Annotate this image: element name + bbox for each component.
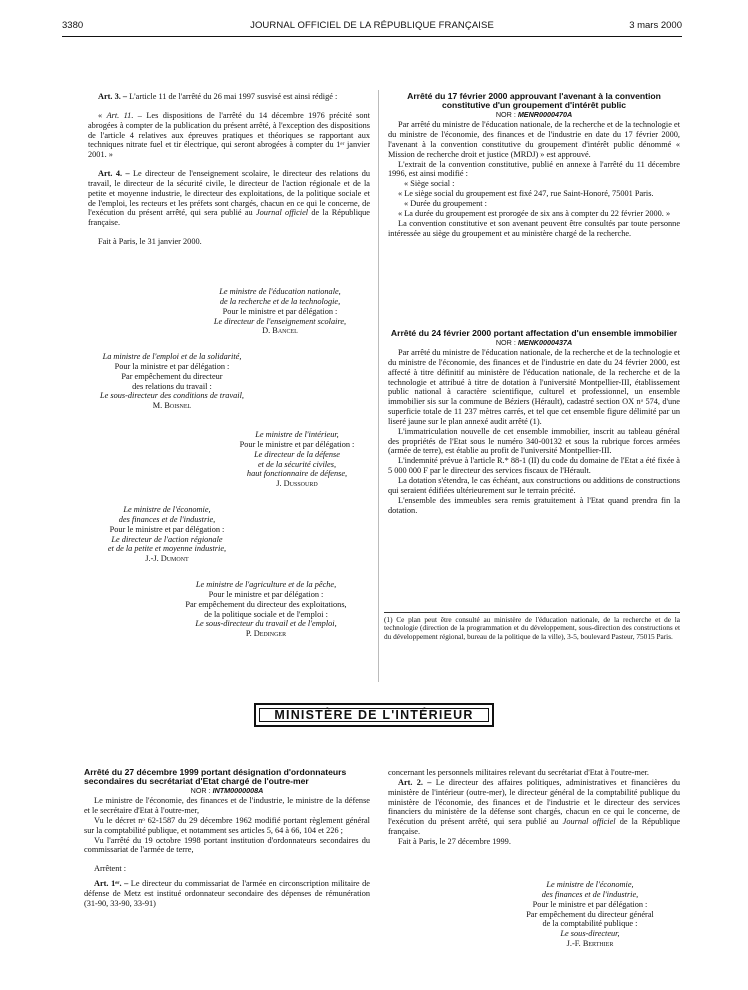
decree-title-dec27: Arrêté du 27 décembre 1999 portant désignation d'ordonnateurs secondaires du secrétariat d'Etat chargé de l'outre-mer [84,767,347,787]
article-1-head: Art. 1ᵉʳ. – [94,879,129,889]
article-4-text-1: Le directeur de l'enseignement scolaire, le directeur des relations du travail, le directeur de la sécurité civile, le directeur de l'action régionale et de la petite et moyenne industrie, le directeur des exploitations, de la politique sociale et de l'emploi, les recteurs et les préfets sont chargés, chacun en ce qui le concerne, de l'exécution du présent arrêté, qui sera publié au [88,169,370,218]
sig-line: Pour la ministre et par délégation : [114,361,230,371]
quote-text: – Les dispositions de l'arrêté du 14 décembre 1976 précité sont abrogées à compter de la publication du présent arrêté, à l'exception des dispositions de l'article 4 relatives aux épreuves pratiques et théoriques se rapportant aux techniques nitrate fuel et tir électrique, qui seront abrogées à compter du 1ᵉʳ janvier 2001. » [88,110,370,160]
paragraph: Par arrêté du ministre de l'éducation nationale, de la recherche et de la technologie et du ministre de l'économie, des finances et de l'industrie en date du 24 février 2000, est affecté à titre définitif au ministère de l'éducation nationale, de la recherche et de la technologie et attribué à titre de dotation à l'université Montpellier-III, établissement public national à caractère scientifique, culturel et professionnel, un ensemble immobilier sis sur la commune de Béziers (Hérault), cadastré section OX nᵒ 574, d'une superficie totale de 11 237 mètres carrés, et tel que cet ensemble figure délimité par un liseré jaune sur le plan annexé audit arrêté (1). [388,348,680,426]
signature-education [180,287,380,336]
quote-open: « [98,110,107,120]
paragraph: Vu l'arrêté du 19 octobre 1998 portant institution d'ordonnateurs secondaires du commissariat de l'armée de terre, [84,835,370,855]
paragraph: L'extrait de la convention constitutive, publié en annexe à l'arrêté du 11 décembre 1996, est ainsi modifié : [388,159,680,179]
done-at-paris: Fait à Paris, le 27 décembre 1999. [398,836,511,846]
signatory-name: J. Dussourd [276,479,318,489]
paragraph: La convention constitutive et son avenant peuvent être consultés par toute personne intéressée au siège du groupement et au ministère chargé de la recherche. [388,218,680,238]
article-2-journal: Journal officiel [562,817,616,827]
article-1 [84,879,370,909]
header-rule [62,36,682,37]
page-number: 3380 [62,20,84,31]
sig-line: Le directeur de l'enseignement scolaire, [213,316,347,326]
right-column-top [388,92,680,238]
sig-line: Le sous-directeur du travail et de l'emploi, [195,619,337,629]
sig-line: Pour le ministre et par délégation : [532,899,648,909]
sig-line: Le sous-directeur des conditions de travail, [100,391,244,401]
nor-reference [84,786,370,796]
paragraph: La dotation s'étendra, le cas échéant, aux constructions ou additions de constructions qui seraient édifiées ultérieurement sur le terrain précité. [388,476,680,495]
sig-line: de la comptabilité publique : [542,919,638,929]
article-2 [388,778,680,837]
paragraph: L'ensemble des immeubles sera remis gratuitement à l'Etat quand prendra fin la dotation. [388,495,680,515]
nor-code: MENR0000470A [517,110,573,120]
paragraph: concernant les personnels militaires relevant du secrétariat d'Etat à l'outre-mer. [388,768,650,777]
article-2-text-2: de la République française. [388,817,680,837]
sig-line: de la politique sociale et de l'emploi : [204,609,328,619]
paragraph: Vu le décret nᵒ 62-1587 du 29 décembre 1962 modifié portant règlement général sur la comptabilité publique, et notamment ses articles 5, 64 à 66, 104 et 226 ; [84,815,370,835]
signature-agriculture [154,580,378,639]
signatory-name: M. Boisnel [152,401,192,411]
sig-line: Le ministre de l'agriculture et de la pêche, [195,580,337,589]
article-2-text-1: Le directeur des affaires politiques, administratives et financières du ministère de l'intérieur (outre-mer), le directeur général de la comptabilité publique du ministère de l'économie, des finances et de l'industrie et le directeur des services financiers du ministère de la défense sont chargés, chacun en ce qui le concerne, de l'exécution du présent arrêté, qui sera publié au [388,777,680,827]
sig-line: Pour le ministre et par délégation : [208,589,324,599]
article-3-head: Art. 3. – [98,92,128,101]
sig-line: Pour le ministre et par délégation : [239,439,355,449]
nor-label: NOR : [190,786,213,796]
sig-line: Le ministre de l'économie, [123,505,211,514]
nor-code: INTM0000008A [212,786,264,796]
signature-interieur [222,430,372,489]
right-column-mid [388,329,680,515]
footnote: (1) Ce plan peut être consulté au ministère de l'éducation nationale, de la recherche et de la technologie (direction de la programmation et du développement, sous-direction des constructions et du développement régional, bureau de la politique de la ville), 3-5, boulevard Pasteur, 75015 Paris. [384,615,680,641]
article-4-head: Art. 4. – [98,169,130,179]
left-column-top [88,92,370,247]
signature-economie [72,505,262,564]
article-2-head: Art. 2. – [398,777,432,787]
journal-title: JOURNAL OFFICIEL DE LA RÉPUBLIQUE FRANÇAISE [250,20,494,31]
sig-line: Par empêchement du directeur général [526,909,654,919]
paragraph: « Siège social : [404,179,455,189]
article-4-journal: Journal officiel [255,208,309,218]
signatory-name: D. Bancel [262,326,298,336]
issue-date: 3 mars 2000 [629,20,682,31]
article-1-text: Le directeur du commissariat de l'armée en circonscription militaire de défense de Metz est institué ordonnateur secondaire des dépenses de rémunération (31-90, 33-90, 33-91) [84,879,370,908]
sig-line: Le directeur de la défense [254,449,340,459]
sig-line: et de la petite et moyenne industrie, [107,544,227,554]
article-4-text-2: de la République française. [88,208,370,228]
done-at-paris: Fait à Paris, le 31 janvier 2000. [98,237,202,247]
signature-berthier [490,880,690,949]
sig-line: Le directeur de l'action régionale [111,534,223,544]
signatory-name: J.-F. Berthier [566,939,614,949]
quoted-article-11 [88,111,370,160]
paragraph: L'immatriculation nouvelle de cet ensemble immobilier, inscrit au tableau général des propriétés de l'Etat sous le numéro 340-00132 et sous la rubrique forces armées (armée de terre), est établie au profit de l'université Montpellier-III. [388,426,680,456]
sig-line: de la recherche et de la technologie, [219,296,341,306]
nor-label: NOR : [495,338,518,348]
article-3 [88,92,370,102]
paragraph: « La durée du groupement est prorogée de six ans à compter du 22 février 2000. » [398,208,671,218]
signature-emploi [72,352,272,411]
sig-line: Pour le ministre et par délégation : [222,306,338,316]
sig-line: La ministre de l'emploi et de la solidarité, [102,352,242,361]
paragraph: Le ministre de l'économie, des finances et de l'industrie, le ministre de la défense et le secrétaire d'Etat à l'outre-mer, [84,796,370,816]
ministry-banner: MINISTÈRE DE L'INTÉRIEUR [254,703,494,727]
nor-reference [388,110,680,120]
paragraph: « Le siège social du groupement est fixé 247, rue Saint-Honoré, 75001 Paris. [398,189,654,199]
nor-reference [388,338,680,348]
article-4 [88,169,370,228]
decree-title-feb17: Arrêté du 17 février 2000 approuvant l'avenant à la convention constitutive d'un groupement d'intérêt public [407,91,661,111]
sig-line: des finances et de l'industrie, [118,514,216,524]
quote-head: Art. 11. [106,110,134,120]
page-header [62,18,682,34]
sig-line: Le ministre de l'éducation nationale, [219,287,341,296]
footnote-rule [384,612,680,613]
sig-line: Par empêchement du directeur [121,371,223,381]
paragraph: L'indemnité prévue à l'article R.* 88-1 (II) du code du domaine de l'Etat a été fixée à 5 000 000 F par le directeur des services fiscaux de l'Hérault. [388,456,680,476]
signatory-name: P. Dedinger [245,629,287,639]
sig-line: Par empêchement du directeur des exploitations, [185,599,347,609]
sig-line: haut fonctionnaire de défense, [246,469,348,479]
signatory-name: J.-J. Dumont [145,554,189,564]
nor-label: NOR : [495,110,518,120]
sig-line: des relations du travail : [132,381,212,391]
article-3-text: L'article 11 de l'arrêté du 26 mai 1997 susvisé est ainsi rédigé : [127,92,338,101]
decree-title-feb24: Arrêté du 24 février 2000 portant affectation d'un ensemble immobilier [390,328,678,338]
sig-line: Le ministre de l'économie, [546,880,634,889]
paragraph: « Durée du groupement : [404,199,487,208]
sig-line: Le sous-directeur, [560,929,620,939]
sig-line: des finances et de l'industrie, [541,889,639,899]
bottom-left-column [84,768,370,909]
sig-line: Pour le ministre et par délégation : [109,524,225,534]
arretent: Arrêtent : [94,864,127,874]
sig-line: Le ministre de l'intérieur, [255,430,339,439]
sig-line: et de la sécurité civiles, [257,459,337,469]
column-divider [378,90,379,682]
paragraph: Par arrêté du ministre de l'éducation nationale, de la recherche et de la technologie et du ministre de l'économie, des finances et de l'industrie en date du 17 février 2000, l'avenant à la convention constitutive du groupement d'intérêt public dénommé « Mission de recherche droit et justice (MRDJ) » est approuvé. [388,120,680,159]
nor-code: MENK0000437A [517,338,573,348]
bottom-right-column [388,768,680,847]
